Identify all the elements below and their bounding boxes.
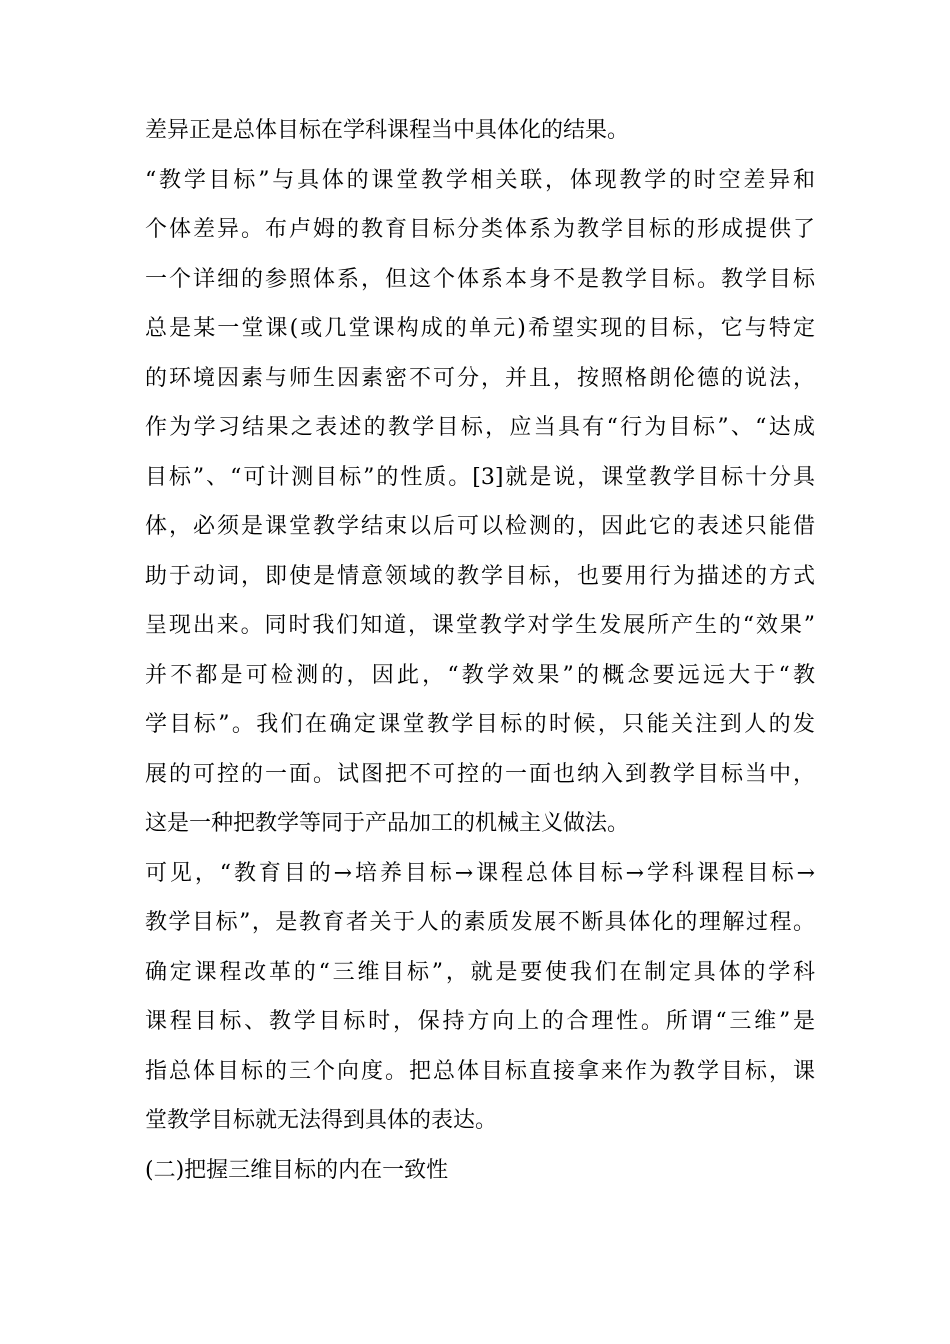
paragraph-3: [145, 849, 815, 1146]
text-line: “教学目标”与具体的课堂教学相关联，体现教学的时空差异和: [145, 167, 815, 193]
text-line: 展的可控的一面。试图把不可控的一面也纳入到教学目标当中，: [145, 761, 815, 787]
text-line: 并不都是可检测的，因此，“教学效果”的概念要远远大于“教: [145, 662, 815, 688]
text-line: 作为学习结果之表述的教学目标，应当具有“行为目标”、“达成: [145, 415, 815, 440]
text-line: 确定课程改革的“三维目标”，就是要使我们在制定具体的学科: [145, 959, 815, 985]
text-line: 体，必须是课堂教学结束以后可以检测的，因此它的表述只能借: [145, 514, 815, 539]
text-line: 课程目标、教学目标时，保持方向上的合理性。所谓“三维”是: [145, 1009, 815, 1034]
text-line: 助于动词，即使是情意领域的教学目标，也要用行为描述的方式: [145, 563, 815, 589]
text-line: 学目标”。我们在确定课堂教学目标的时候，只能关注到人的发: [145, 712, 815, 737]
text-line: 总是某一堂课(或几堂课构成的单元)希望实现的目标，它与特定: [145, 316, 815, 341]
text-line: 差异正是总体目标在学科课程当中具体化的结果。: [145, 118, 630, 143]
text-line: 目标”、“可计测目标”的性质。[3]就是说，课堂教学目标十分具: [145, 464, 815, 490]
section-heading-text: (二)把握三维目标的内在一致性: [145, 1157, 449, 1183]
text-line: 可见，“教育目的→培养目标→课程总体目标→学科课程目标→: [145, 860, 815, 886]
text-line: 指总体目标的三个向度。把总体目标直接拿来作为教学目标，课: [145, 1058, 815, 1084]
paragraph-2: [145, 156, 815, 849]
text-line: 个体差异。布卢姆的教育目标分类体系为教学目标的形成提供了: [145, 217, 815, 242]
text-line: 教学目标”，是教育者关于人的素质发展不断具体化的理解过程。: [145, 910, 815, 935]
text-line: 这是一种把教学等同于产品加工的机械主义做法。: [145, 811, 630, 836]
text-line: 呈现出来。同时我们知道，课堂教学对学生发展所产生的“效果”: [145, 613, 815, 638]
text-line: 的环境因素与师生因素密不可分，并且，按照格朗伦德的说法，: [145, 365, 815, 391]
section-heading: [145, 1146, 815, 1196]
document-body: [145, 106, 815, 1195]
text-line: 堂教学目标就无法得到具体的表达。: [145, 1108, 498, 1133]
text-line: 一个详细的参照体系，但这个体系本身不是教学目标。教学目标: [145, 266, 815, 292]
paragraph-1: [145, 106, 815, 156]
